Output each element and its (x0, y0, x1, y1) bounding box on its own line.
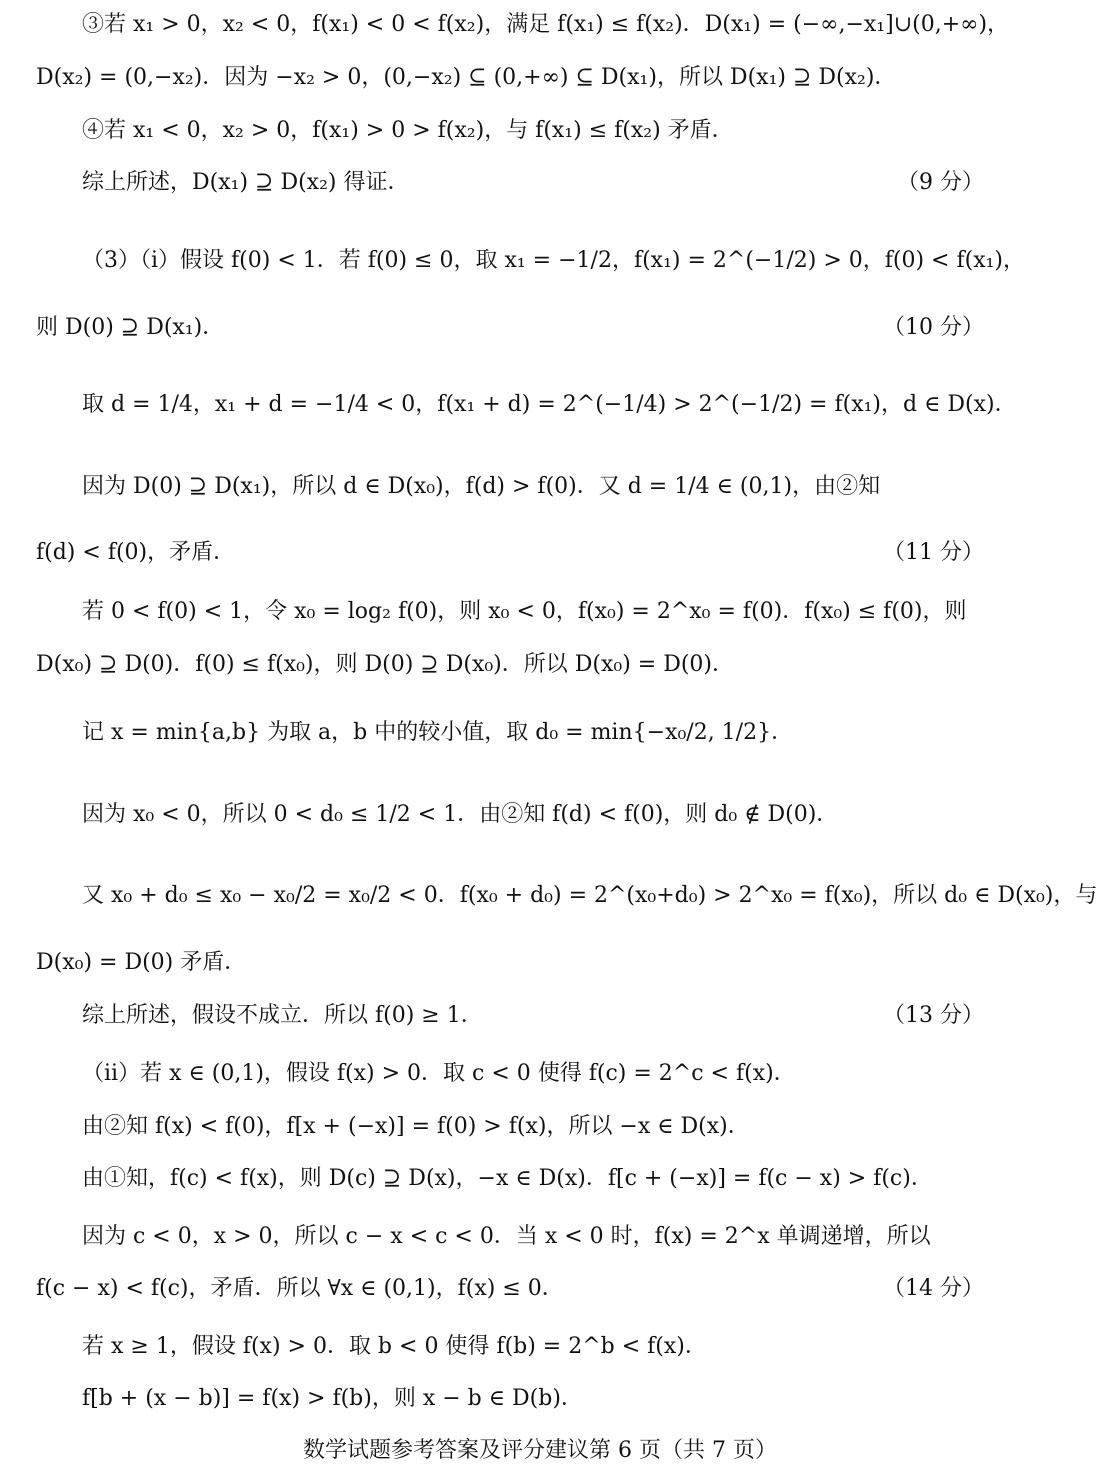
text-line (82, 1059, 984, 1089)
text-line (82, 881, 1097, 911)
text-line (82, 10, 1010, 40)
line-text: 取 d = 1/4，x₁ + d = −1/4 < 0，f(x₁ + d) = 2^(−1/4) > 2^(−1/2) = f(x₁)，d ∈ D(x)． (82, 392, 1017, 417)
line-text: 则 D(0) ⊇ D(x₁)． (36, 315, 225, 340)
text-line (82, 597, 984, 627)
line-text: D(x₀) = D(0) 矛盾． (36, 950, 247, 975)
text-line (82, 472, 984, 502)
page-footer: 数学试题参考答案及评分建议第 6 页（共 7 页） (303, 1438, 777, 1463)
line-text: ④若 x₁ < 0，x₂ > 0，f(x₁) > 0 > f(x₂)，与 f(x₁) ≤ f(x₂) 矛盾． (82, 118, 734, 143)
line-text: 若 0 < f(0) < 1，令 x₀ = log₂ f(0)，则 x₀ < 0，f(x₀) = 2^x₀ = f(0)．f(x₀) ≤ f(0)，则 (82, 599, 967, 624)
text-line (82, 1112, 984, 1142)
line-text: （3）（ⅰ）假设 f(0) < 1．若 f(0) ≤ 0，取 x₁ = −1/2，f(x₁) = 2^(−1/2) > 0，f(0) < f(x₁)， (82, 248, 1026, 273)
line-text: ③若 x₁ > 0，x₂ < 0，f(x₁) < 0 < f(x₂)，满足 f(x₁) ≤ f(x₂)．D(x₁) = (−∞,−x₁]∪(0,+∞)， (82, 12, 1010, 37)
line-text: 又 x₀ + d₀ ≤ x₀ − x₀/2 = x₀/2 < 0．f(x₀ + d₀) = 2^(x₀+d₀) > 2^x₀ = f(x₀)，所以 d₀ ∈ D(x₀)，与 (82, 883, 1097, 908)
text-line (36, 538, 984, 568)
line-text: 因为 D(0) ⊇ D(x₁)，所以 d ∈ D(x₀)，f(d) > f(0)．又 d = 1/4 ∈ (0,1)，由②知 (82, 474, 881, 499)
line-text: D(x₀) ⊇ D(0)．f(0) ≤ f(x₀)，则 D(0) ⊇ D(x₀)．所以 D(x₀) = D(0)． (36, 652, 735, 677)
line-text: 综上所述，D(x₁) ⊇ D(x₂) 得证． (82, 170, 410, 195)
line-text: （ⅱ）若 x ∈ (0,1)，假设 f(x) > 0．取 c < 0 使得 f(c) = 2^c < f(x)． (82, 1061, 796, 1086)
line-text: 综上所述，假设不成立．所以 f(0) ≥ 1． (82, 1003, 483, 1028)
text-line (36, 650, 984, 680)
text-line (82, 390, 1017, 420)
score-mark: （11 分） (883, 540, 984, 565)
text-line (36, 313, 984, 343)
line-text: 记 x = min{a,b} 为取 a，b 中的较小值，取 d₀ = min{−x₀/2, 1/2}． (82, 720, 794, 745)
text-line (82, 1001, 984, 1031)
line-text: 因为 c < 0，x > 0，所以 c − x < c < 0．当 x < 0 时，f(x) = 2^x 单调递增，所以 (82, 1224, 931, 1249)
score-mark: （13 分） (883, 1003, 984, 1028)
line-text: f(d) < f(0)，矛盾． (36, 540, 236, 565)
line-text: D(x₂) = (0,−x₂)．因为 −x₂ > 0，(0,−x₂) ⊆ (0,+∞) ⊆ D(x₁)，所以 D(x₁) ⊇ D(x₂)． (36, 65, 897, 90)
line-text: 由①知，f(c) < f(x)，则 D(c) ⊇ D(x)，−x ∈ D(x)．f[c + (−x)] = f(c − x) > f(c)． (82, 1166, 933, 1191)
text-line (82, 1332, 984, 1362)
score-mark: （10 分） (883, 315, 984, 340)
text-line (82, 800, 984, 830)
line-text: 若 x ≥ 1，假设 f(x) > 0．取 b < 0 使得 f(b) = 2^b < f(x)． (82, 1334, 707, 1359)
line-text: 由②知 f(x) < f(0)，f[x + (−x)] = f(0) > f(x)，所以 −x ∈ D(x)． (82, 1114, 750, 1139)
text-line (82, 1164, 984, 1194)
text-line (82, 168, 984, 198)
text-line (82, 1222, 984, 1252)
line-text: f[b + (x − b)] = f(x) > f(b)，则 x − b ∈ D(b)． (82, 1386, 583, 1411)
text-line (36, 948, 984, 978)
text-line (82, 246, 1026, 276)
score-mark: （9 分） (897, 170, 984, 195)
score-mark: （14 分） (883, 1276, 984, 1301)
text-line (82, 718, 984, 748)
text-line (82, 1384, 984, 1414)
line-text: 因为 x₀ < 0，所以 0 < d₀ ≤ 1/2 < 1．由②知 f(d) < f(0)，则 d₀ ∉ D(0)． (82, 802, 839, 827)
line-text: f(c − x) < f(c)，矛盾．所以 ∀x ∈ (0,1)，f(x) ≤ 0． (36, 1276, 564, 1301)
text-line (36, 63, 984, 93)
text-line (82, 116, 984, 146)
text-line (36, 1274, 984, 1304)
